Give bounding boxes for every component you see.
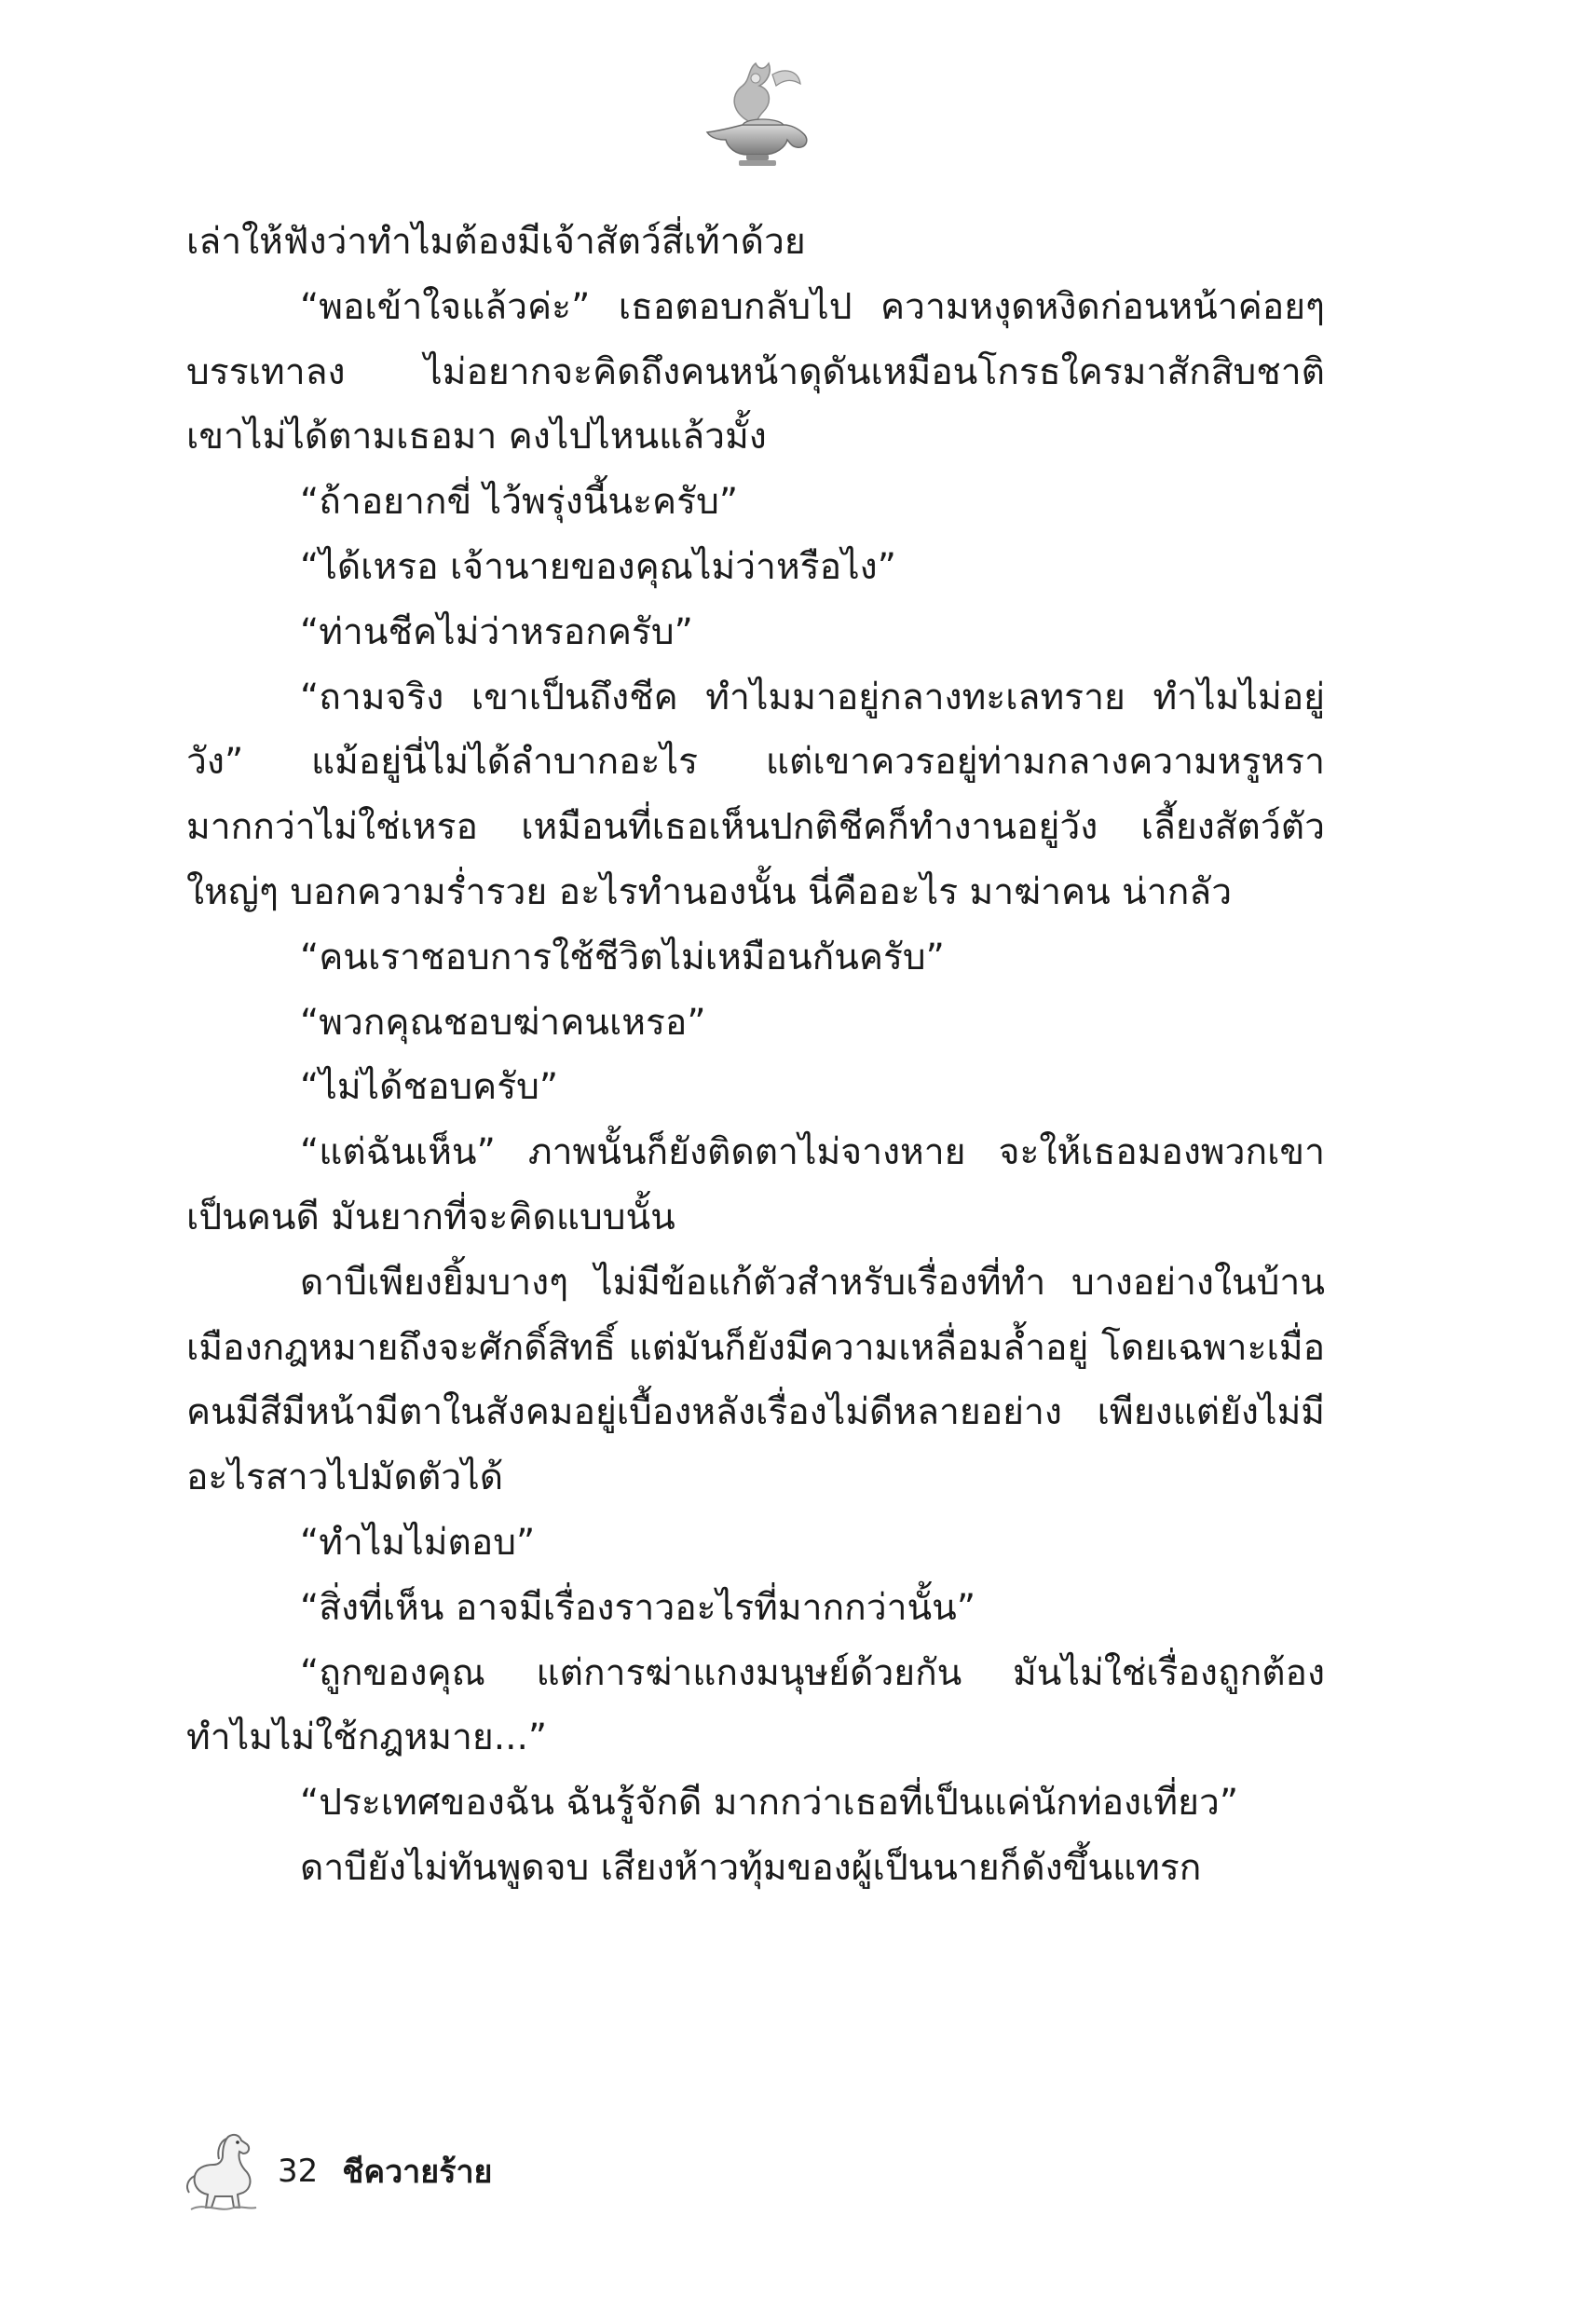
page-footer — [182, 2125, 492, 2218]
dialogue-line: “ประเทศของฉัน ฉันรู้จักดี มากกว่าเธอที่เป็นแค่นักท่องเที่ยว” — [300, 1782, 1239, 1825]
genie-lamp-icon — [694, 58, 815, 170]
book-title: ชีควายร้าย — [342, 2154, 493, 2191]
paragraph: “ถูกของคุณ แต่การฆ่าแกงมนุษย์ด้วยกัน มันไม่ใช่เรื่องถูกต้อง ทำไมไม่ใช้กฎหมาย...” — [186, 1651, 1325, 1759]
paragraph: “ถามจริง เขาเป็นถึงชีค ทำไมมาอยู่กลางทะเลทราย ทำไมไม่อยู่วัง” แม้อยู่นี่ไม่ได้ลำบากอะไร แต่เขาควรอยู่ท่ามกลางความหรูหรามากกว่าไม่ใช่เหรอ เหมือนที่เธอเห็นปกติชีคก็ทำงานอยู่วัง เลี้ยงสัตว์ตัวใหญ่ๆ บอกความร่ำรวย อะไรทำนองนั้น นี่คืออะไร มาฆ่าคน น่ากลัว — [186, 676, 1325, 913]
story-body — [186, 210, 1325, 1901]
paragraph: ดาบีเพียงยิ้มบางๆ ไม่มีข้อแก้ตัวสำหรับเรื่องที่ทำ บางอย่างในบ้านเมืองกฎหมายถึงจะศักดิ์สิทธิ์ แต่มันก็ยังมีความเหลื่อมล้ำอยู่ โดยเฉพาะเมื่อคนมีสีมีหน้ามีตาในสังคมอยู่เบื้องหลังเรื่องไม่ดีหลายอย่าง เพียงแต่ยังไม่มีอะไรสาวไปมัดตัวได้ — [186, 1261, 1325, 1499]
dialogue-line: “สิ่งที่เห็น อาจมีเรื่องราวอะไรที่มากกว่านั้น” — [300, 1586, 976, 1629]
dialogue-line: “พวกคุณชอบฆ่าคนเหรอ” — [300, 1001, 706, 1044]
dialogue-line: “ได้เหรอ เจ้านายของคุณไม่ว่าหรือไง” — [300, 545, 896, 588]
dialogue-line: “ถ้าอยากขี่ ไว้พรุ่งนี้นะครับ” — [300, 481, 739, 524]
dialogue-line: “ไม่ได้ชอบครับ” — [300, 1066, 559, 1109]
paragraph: “พอเข้าใจแล้วค่ะ” เธอตอบกลับไป ความหงุดหงิดก่อนหน้าค่อยๆ บรรเทาลง ไม่อยากจะคิดถึงคนหน้าดุดันเหมือนโกรธใครมาสักสิบชาติ เขาไม่ได้ตามเธอมา คงไปไหนแล้วมั้ง — [186, 285, 1325, 458]
paragraph: “แต่ฉันเห็น” ภาพนั้นก็ยังติดตาไม่จางหาย จะให้เธอมองพวกเขาเป็นคนดี มันยากที่จะคิดแบบนั้น — [186, 1131, 1325, 1238]
page-number: 32 — [278, 2153, 319, 2190]
dialogue-line: “คนเราชอบการใช้ชีวิตไม่เหมือนกันครับ” — [300, 936, 945, 978]
dialogue-line: “ทำไมไม่ตอบ” — [300, 1521, 536, 1564]
dialogue-line: “ท่านชีคไม่ว่าหรอกครับ” — [300, 610, 693, 653]
horse-icon — [182, 2127, 261, 2216]
paragraph: เล่าให้ฟังว่าทำไมต้องมีเจ้าสัตว์สี่เท้าด้วย — [186, 221, 806, 263]
paragraph: ดาบียังไม่ทันพูดจบ เสียงห้าวทุ้มของผู้เป็นนายก็ดังขึ้นแทรก — [300, 1846, 1202, 1889]
